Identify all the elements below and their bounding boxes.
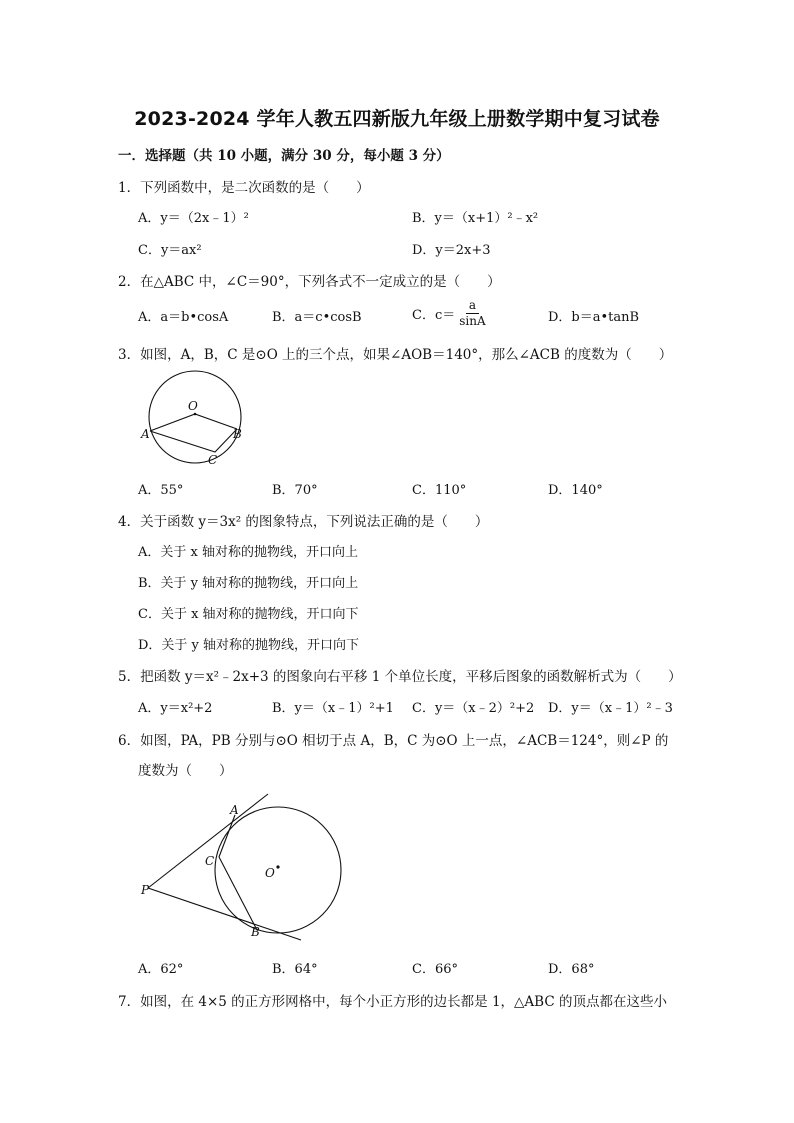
label-o: O [188,399,198,413]
radius-lines [150,414,237,431]
fraction-numerator: a [466,298,479,314]
label-p: P [141,883,150,897]
q4-option-b: B．关于 y 轴对称的抛物线，开口向上 [138,576,359,591]
circle-o [215,807,341,933]
q4-option-d: D．关于 y 轴对称的抛物线，开口向下 [138,638,360,653]
q1-option-d: D．y＝2x+3 [412,243,491,258]
q3-option-c: C．110° [412,483,467,498]
section-heading: 一．选择题（共 10 小题，满分 30 分，每小题 3 分） [118,148,450,164]
label-b: B [233,427,242,441]
q2-option-a: A．a＝b•cosA [138,310,229,325]
fraction [457,298,487,329]
q4-option-c: C．关于 x 轴对称的抛物线，开口向下 [138,607,359,622]
q1-option-b: B．y＝（x+1）²﹣x² [412,211,539,226]
label-o: O [265,866,275,880]
chords-ac-cb [219,815,257,930]
chord-lines [150,429,237,452]
q3-option-d: D．140° [548,483,603,498]
question-6-stem-continued: 度数为（ ） [138,763,233,779]
q5-option-b: B．y＝（x﹣1）²+1 [272,701,394,716]
question-3-stem: 3．如图，A，B，C 是⊙O 上的三个点，如果∠AOB＝140°，那么∠ACB 的度数为（ ） [118,347,673,363]
label-a: A [230,803,239,817]
center-point [194,413,197,416]
circle-o [149,371,241,463]
tangent-pb [148,888,301,940]
question-6-stem: 6．如图，PA，PB 分别与⊙O 相切于点 A，B，C 为⊙O 上一点，∠ACB＝124°，则∠P 的 [118,733,669,749]
fraction-denominator: sinA [459,314,486,328]
q6-option-a: A．62° [138,962,184,977]
label-c: C [205,854,215,868]
q6-tangent-figure [136,790,346,942]
question-1-stem: 1．下列函数中，是二次函数的是（ ） [118,180,370,196]
tangent-pa [148,794,268,888]
q3-circle-figure [138,368,248,468]
q2-option-c [412,298,488,329]
q5-option-a: A．y＝x²+2 [138,701,213,716]
q6-option-c: C．66° [412,962,458,977]
question-4-stem: 4．关于函数 y＝3x² 的图象特点，下列说法正确的是（ ） [118,514,489,530]
q3-option-b: B．70° [272,483,318,498]
q3-option-a: A．55° [138,483,184,498]
question-7-stem: 7．如图，在 4×5 的正方形网格中，每个小正方形的边长都是 1，△ABC 的顶点都在这些小 [118,994,667,1010]
label-a: A [141,427,150,441]
center-point [276,865,279,868]
q1-option-a: A．y＝（2x﹣1）² [138,211,249,226]
q5-option-d: D．y＝（x﹣1）²﹣3 [548,701,673,716]
question-2-stem: 2．在△ABC 中，∠C＝90°，下列各式不一定成立的是（ ） [118,274,501,290]
q2-option-b: B．a＝c•cosB [272,310,362,325]
q4-option-a: A．关于 x 轴对称的抛物线，开口向上 [138,545,358,560]
q2-option-c-label: C．c＝ [412,308,456,323]
q6-option-d: D．68° [548,962,595,977]
q6-option-b: B．64° [272,962,318,977]
question-5-stem: 5．把函数 y＝x²﹣2x+3 的图象向右平移 1 个单位长度，平移后图象的函数解析式为（ ） [118,669,682,685]
q1-option-c: C．y＝ax² [138,243,202,258]
q2-option-d: D．b＝a•tanB [548,310,640,325]
label-b: B [251,925,260,939]
q5-option-c: C．y＝（x﹣2）²+2 [412,701,535,716]
page-title: 2023-2024 学年人教五四新版九年级上册数学期中复习试卷 [134,108,660,130]
label-c: C [208,453,218,467]
